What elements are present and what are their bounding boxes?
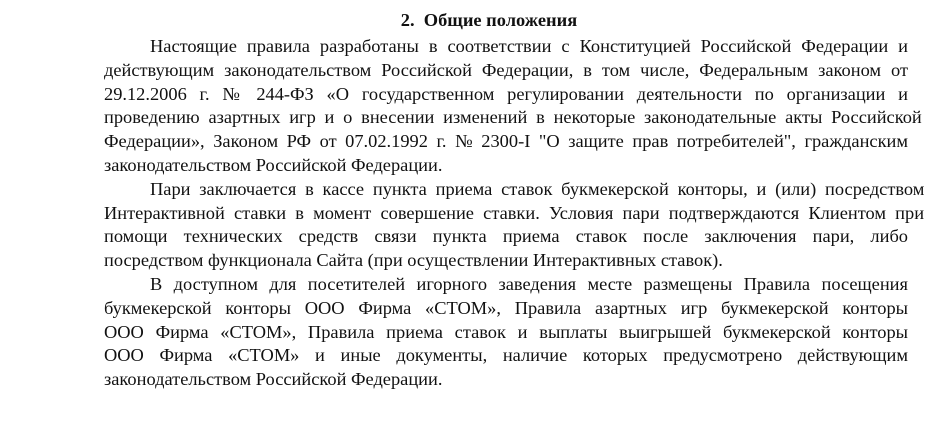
paragraph-3 bbox=[58, 273, 908, 392]
paragraph-line: В доступном для посетителей игорного заведения месте размещены Правила посещения bbox=[150, 273, 908, 294]
paragraph-line: 29.12.2006 г. № 244-ФЗ «О государственном регулировании деятельности по организации и bbox=[104, 83, 908, 104]
paragraph-line: ООО Фирма «СТОМ» и иные документы, наличие которых предусмотрено действующим bbox=[104, 345, 908, 366]
paragraph-line: ООО Фирма «СТОМ», Правила приема ставок и выплаты выигрышей букмекерской конторы bbox=[104, 321, 908, 342]
paragraph-line: помощи технических средств связи пункта приема ставок после заключения пари, либо bbox=[104, 226, 908, 247]
section-number: 2. bbox=[400, 10, 415, 30]
paragraph-line: Настоящие правила разработаны в соответствии с Конституцией Российской Федерации и bbox=[150, 36, 908, 56]
paragraph-line: законодательством Российской Федерации. bbox=[104, 154, 443, 175]
paragraph-2 bbox=[58, 178, 925, 273]
paragraph-line: Пари заключается в кассе пункта приема ставок букмекерской конторы, и (или) посредством bbox=[150, 178, 925, 199]
paragraph-line: букмекерской конторы ООО Фирма «СТОМ», Правила азартных игр букмекерской конторы bbox=[104, 297, 908, 318]
document-page bbox=[58, 8, 925, 392]
paragraph-line: действующим законодательством Российской Федерации, в том числе, Федеральным законом от bbox=[104, 59, 908, 80]
section-heading bbox=[58, 8, 908, 32]
paragraph-line: проведению азартных игр и о внесении изменений в некоторые законодательные акты Российской bbox=[104, 107, 922, 128]
paragraph-1 bbox=[58, 35, 922, 178]
section-title: Общие положения bbox=[423, 10, 578, 30]
paragraph-line: Федерации», Законом РФ от 07.02.1992 г. № 2300-I "О защите прав потребителей", гражданским bbox=[104, 131, 908, 152]
paragraph-line: Интерактивной ставки в момент совершение ставки. Условия пари подтверждаются Клиентом при bbox=[104, 202, 925, 223]
paragraph-line: посредством функционала Сайта (при осуществлении Интерактивных ставок). bbox=[104, 250, 723, 271]
paragraph-line: законодательством Российской Федерации. bbox=[104, 369, 443, 390]
